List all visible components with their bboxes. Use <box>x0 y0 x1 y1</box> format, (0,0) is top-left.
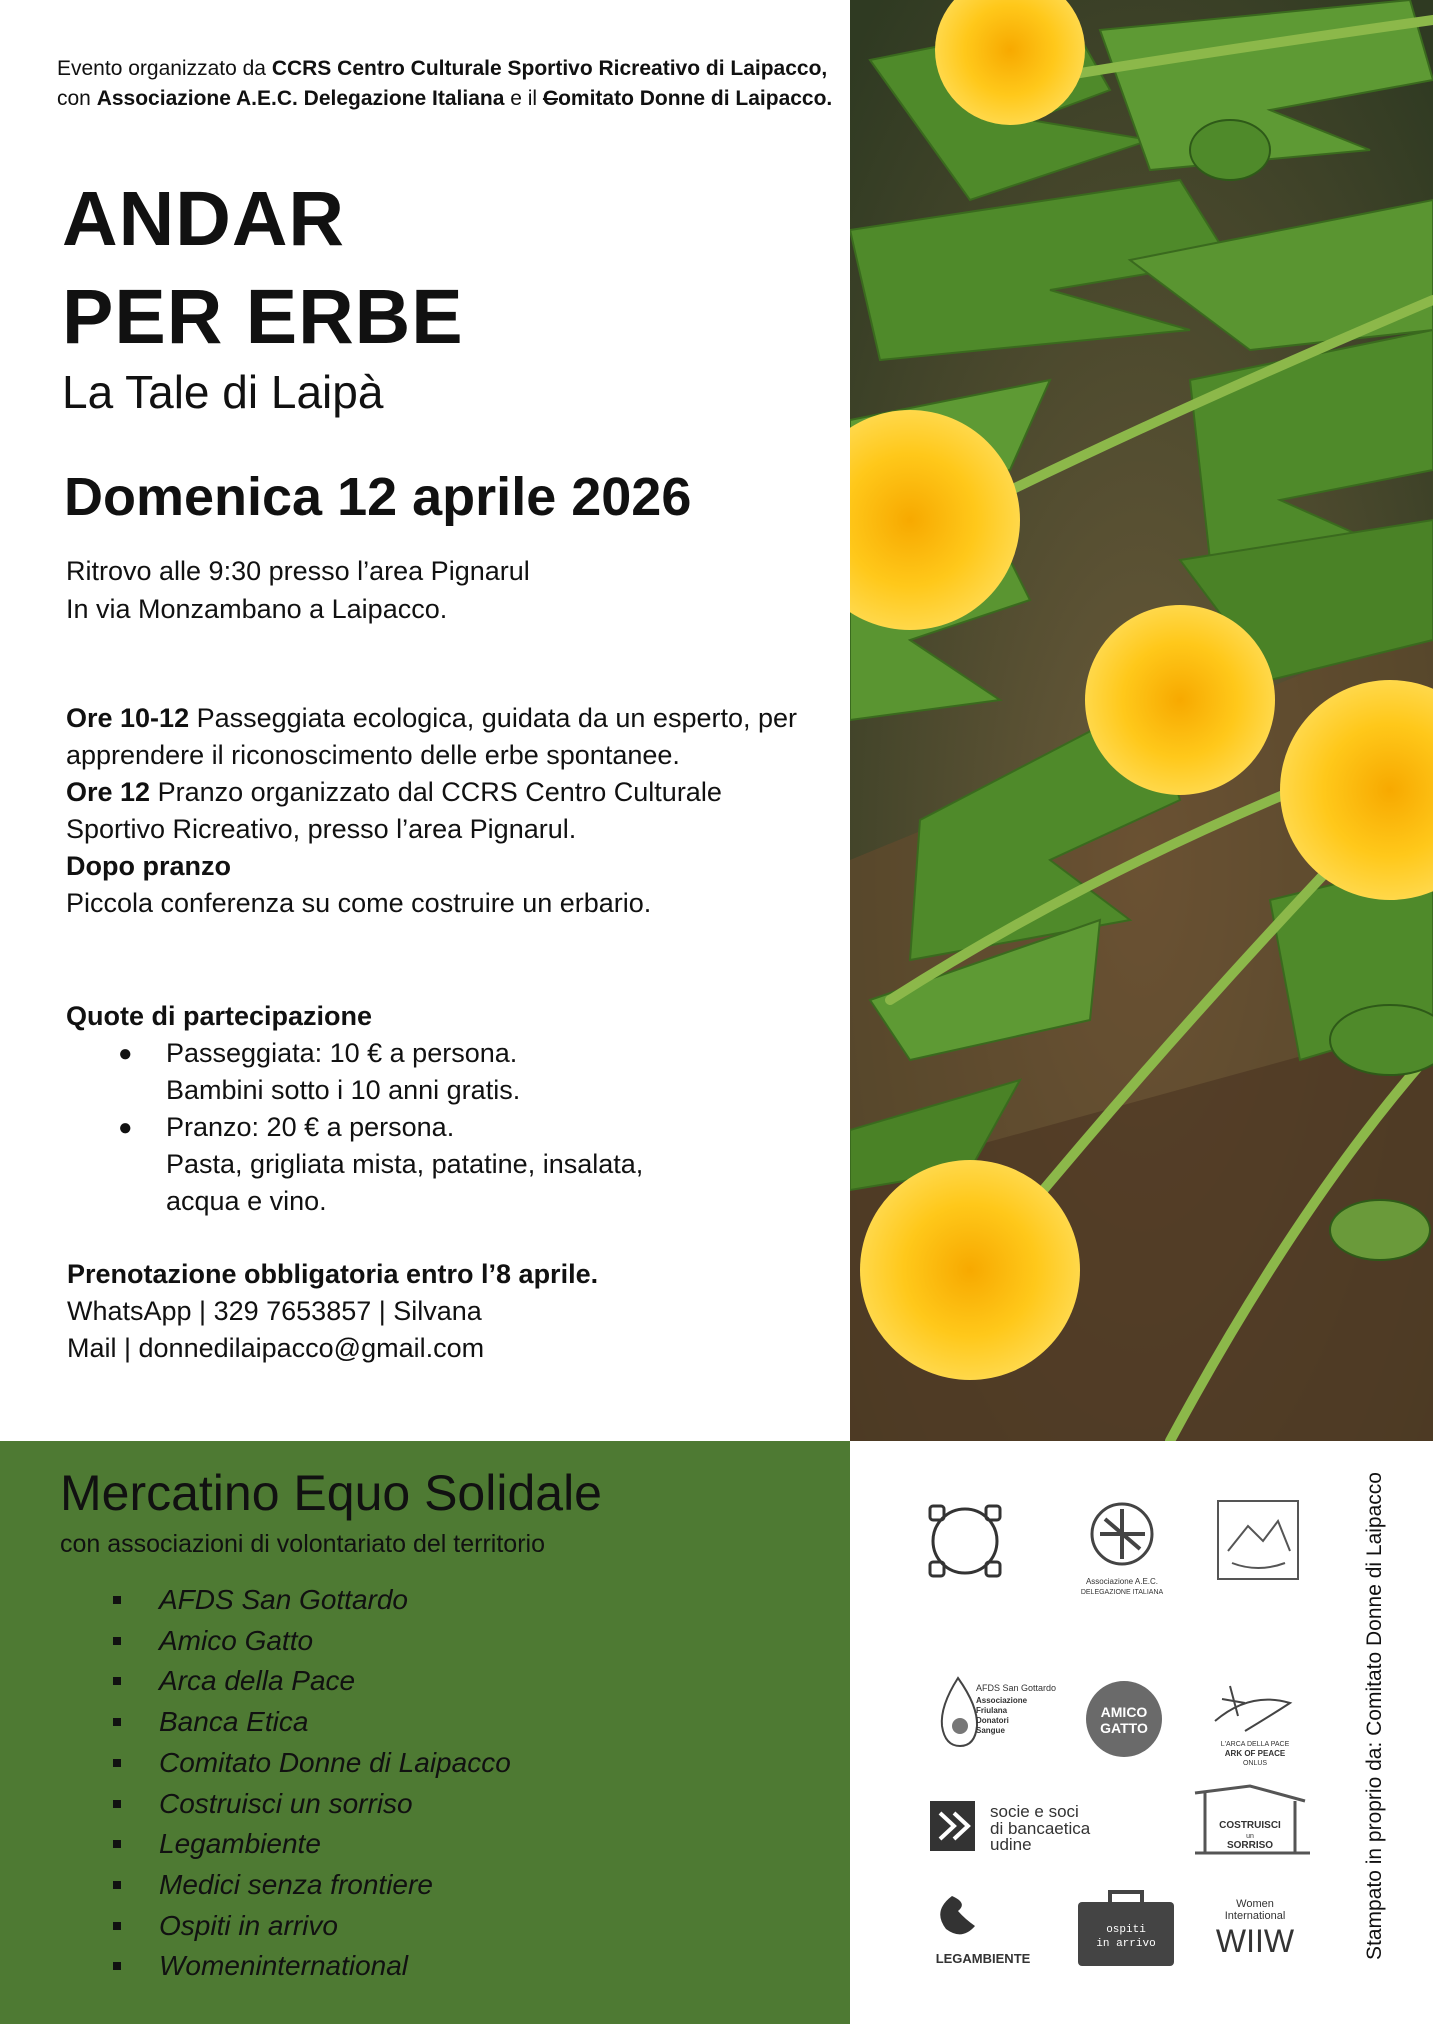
logos-panel <box>850 1441 1433 2024</box>
aec-logo <box>1081 1504 1164 1596</box>
event-title <box>62 170 464 366</box>
program-text: Passeggiata ecologica, guidata da un esperto, per apprendere il riconoscimento delle erbe spontanee. <box>66 703 798 770</box>
list-item: Costruisci un sorriso <box>110 1784 511 1825</box>
fee-item <box>66 1035 826 1109</box>
fee-line: Passeggiata: 10 € a persona. <box>166 1038 518 1068</box>
program-text: Pranzo organizzato dal CCRS Centro Culturale Sportivo Ricreativo, presso l’area Pignarul. <box>66 777 722 844</box>
aec-logo-text-2: DELEGAZIONE ITALIANA <box>1080 1589 1164 1596</box>
arca-text-2: ARK OF PEACE <box>1224 1749 1286 1758</box>
program-time: Ore 12 <box>66 777 151 807</box>
list-item: Arca della Pace <box>110 1661 511 1702</box>
costruisci-sorriso-logo <box>1195 1786 1310 1853</box>
banca-text-1: socie e soci <box>990 1802 1079 1821</box>
booking-section <box>67 1256 827 1367</box>
banca-text-2: di bancaetica <box>990 1819 1091 1838</box>
fees-section <box>66 998 826 1220</box>
organizer-text <box>57 54 847 114</box>
list-item: Ospiti in arrivo <box>110 1906 511 1947</box>
wiiw-text-1: Women <box>1236 1898 1274 1910</box>
fees-heading: Quote di partecipazione <box>66 1001 373 1031</box>
amico-text-1: AMICO <box>1100 1704 1148 1720</box>
list-item: Banca Etica <box>110 1702 511 1743</box>
ccrs-logo <box>930 1506 1000 1576</box>
title-line-1: ANDAR <box>62 176 346 262</box>
meeting-info <box>66 552 530 628</box>
fee-line: Bambini sotto i 10 anni gratis. <box>166 1075 521 1105</box>
printed-by-note: Stampato in proprio da: Comitato Donne di Laipacco <box>1363 1472 1386 1960</box>
ospiti-in-arrivo-logo <box>1078 1892 1174 1966</box>
banca-etica-logo <box>930 1801 1091 1854</box>
ospiti-text-2: in arrivo <box>1096 1938 1156 1950</box>
afds-logo <box>942 1678 1056 1746</box>
program-item <box>66 848 826 922</box>
costruisci-text-3: SORRISO <box>1226 1840 1274 1851</box>
program-text: Piccola conferenza su come costruire un erbario. <box>66 888 652 918</box>
afds-text-1: AFDS San Gottardo <box>976 1683 1057 1693</box>
program-item <box>66 700 826 774</box>
comitato-logo <box>1218 1501 1298 1579</box>
dandelion-photo <box>850 0 1433 1441</box>
fee-line: Pasta, grigliata mista, patatine, insalata, <box>166 1149 644 1179</box>
bullet-icon: ● <box>118 1040 133 1067</box>
women-international-logo <box>1216 1898 1295 1959</box>
booking-heading: Prenotazione obbligatoria entro l’8 aprile. <box>67 1259 599 1289</box>
arca-text-3: ONLUS <box>1242 1760 1268 1767</box>
organizer-strike-c: C <box>542 87 559 110</box>
list-item: Comitato Donne di Laipacco <box>110 1743 511 1784</box>
ospiti-text-1: ospiti <box>1106 1924 1146 1936</box>
program-time: Dopo pranzo <box>66 851 231 881</box>
program-time: Ore 10-12 <box>66 703 190 733</box>
program-item <box>66 774 826 848</box>
banca-text-3: udine <box>990 1835 1032 1854</box>
afds-text-4: Donatori <box>976 1716 1009 1725</box>
event-subtitle: La Tale di Laipà <box>62 366 384 418</box>
wiiw-text-2: International <box>1224 1910 1286 1922</box>
organizer-aec: Associazione A.E.C. Delegazione Italiana <box>96 87 505 110</box>
program <box>66 700 826 922</box>
arca-della-pace-logo <box>1215 1686 1290 1767</box>
list-item: AFDS San Gottardo <box>110 1580 511 1621</box>
market-title: Mercatino Equo Solidale <box>60 1465 602 1521</box>
aec-logo-text: Associazione A.E.C. <box>1085 1577 1159 1586</box>
event-date: Domenica 12 aprile 2026 <box>64 467 692 527</box>
title-line-2: PER ERBE <box>62 274 464 360</box>
legambiente-text: LEGAMBIENTE <box>935 1951 1031 1966</box>
wiiw-text-3: WIIW <box>1215 1923 1295 1959</box>
list-item: Legambiente <box>110 1824 511 1865</box>
afds-text-5: Sangue <box>976 1726 1005 1735</box>
fee-item <box>66 1109 826 1220</box>
meeting-line-2: In via Monzambano a Laipacco. <box>66 594 448 624</box>
amico-text-2: GATTO <box>1100 1720 1148 1736</box>
arca-text-1: L'ARCA DELLA PACE <box>1220 1741 1290 1748</box>
afds-text-3: Friulana <box>976 1706 1008 1715</box>
organizer-and: e il <box>504 87 543 110</box>
list-item: Womeninternational <box>110 1946 511 1987</box>
mail-contact: Mail | donnedilaipacco@gmail.com <box>67 1333 485 1363</box>
whatsapp-contact: WhatsApp | 329 7653857 | Silvana <box>67 1296 482 1326</box>
list-item: Amico Gatto <box>110 1621 511 1662</box>
meeting-line-1: Ritrovo alle 9:30 presso l’area Pignarul <box>66 556 530 586</box>
organizer-ccrs: CCRS Centro Culturale Sportivo Ricreativo di Laipacco, <box>271 57 828 80</box>
amico-gatto-logo <box>1086 1681 1162 1757</box>
organizer-intro: Evento organizzato da <box>57 57 272 80</box>
bullet-icon: ● <box>118 1114 133 1141</box>
costruisci-text-1: COSTRUISCI <box>1219 1820 1281 1831</box>
market-list <box>110 1580 511 1987</box>
fee-line: Pranzo: 20 € a persona. <box>166 1112 455 1142</box>
list-item: Medici senza frontiere <box>110 1865 511 1906</box>
fee-line: acqua e vino. <box>166 1186 327 1216</box>
organizer-with: con <box>57 87 97 110</box>
afds-text-2: Associazione <box>976 1696 1028 1705</box>
organizer-comitato: omitato Donne di Laipacco. <box>558 87 833 110</box>
legambiente-logo <box>936 1896 1031 1966</box>
costruisci-text-2: un <box>1246 1833 1254 1840</box>
market-subtitle: con associazioni di volontariato del territorio <box>60 1530 545 1558</box>
